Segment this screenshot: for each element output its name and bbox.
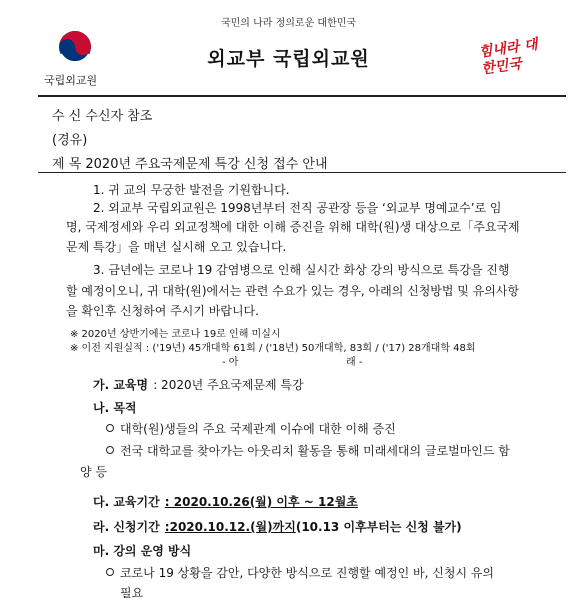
section-na-item-1	[106, 420, 396, 437]
slogan: 국민의 나라 정의로운 대한민국	[220, 18, 357, 29]
section-ma-item-1-cont: 필요	[120, 586, 144, 600]
paragraph-3-line-1: 3. 금년에는 코로나 19 감염병으로 인해 실시간 화상 강의 방식으로 특강을 진행	[93, 263, 510, 277]
paragraph-3-line-3: 을 확인후 신청하여 주시기 바랍니다.	[66, 304, 259, 318]
below-heading-left: - 아	[222, 357, 239, 368]
section-da	[93, 491, 358, 510]
brand-mark	[478, 34, 548, 82]
note-2: ※ 이전 지원실적 : ('19년) 45개대학 61회 / ('18년) 50개대학, 83회 / ('17) 28개대학 48회	[70, 343, 476, 354]
subject-line: 제 목 2020년 주요국제문제 특강 신청 접수 안내	[52, 157, 328, 172]
section-na-item-2-cont: 양 등	[80, 465, 107, 479]
paragraph-2-line-1: 2. 외교부 국립외교원은 1998년부터 전직 공관장 등을 ‘외교부 명예교수’로 임	[93, 201, 502, 215]
subject-rule	[38, 172, 566, 173]
section-ra	[93, 516, 462, 535]
section-ra-value-rest: (10.13 이후부터는 신청 불가)	[295, 520, 462, 534]
circle-bullet-icon	[106, 446, 114, 454]
logo-label: 국립외교원	[44, 74, 98, 87]
section-da-label: 다. 교육기간	[93, 495, 160, 509]
section-ma-label: 마. 강의 운영 방식	[93, 544, 192, 558]
paragraph-3-line-2: 할 예정이오니, 귀 대학(원)에서는 관련 수요가 있는 경우, 아래의 신청방법 및 유의사항	[66, 284, 520, 298]
org-title: 외교부 국립외교원	[207, 48, 370, 70]
brand-mark-text: 힘내라 대한민국	[477, 36, 539, 78]
circle-bullet-icon	[106, 424, 114, 432]
section-na-label: 나. 목적	[93, 401, 137, 415]
section-ra-value-underlined: :2020.10.12.(월)까지	[164, 520, 296, 534]
paragraph-2-line-2: 명, 국제정세와 우리 외교정책에 대한 이해 증진을 위해 대학(원)생 대상으로「주요국제	[66, 220, 520, 234]
section-ma-item-1	[106, 564, 494, 581]
section-ga-value: : 2020년 주요국제문제 특강	[153, 378, 304, 392]
recipient-line: 수 신 수신자 참조	[52, 109, 153, 124]
paragraph-2-line-3: 문제 특강」을 매년 실시해 오고 있습니다.	[66, 240, 287, 254]
section-ra-label: 라. 신청기간	[93, 520, 160, 534]
below-heading-right: 래 -	[346, 357, 363, 368]
section-da-value: : 2020.10.26(월) 이후 ~ 12월초	[164, 495, 358, 509]
section-na-item-1-text: 대학(원)생들의 주요 국제관계 이슈에 대한 이해 증진	[120, 422, 396, 436]
section-ga	[93, 374, 304, 393]
note-1: ※ 2020년 상반기에는 코로나 19로 인해 미실시	[70, 329, 281, 340]
circle-bullet-icon	[106, 568, 114, 576]
header-rule	[38, 95, 566, 97]
section-na-item-2	[106, 442, 510, 459]
section-na-item-2-text: 전국 대학교를 찾아가는 아웃리치 활동을 통해 미래세대의 글로벌마인드 함	[120, 444, 510, 458]
section-ma-item-1-text: 코로나 19 상황을 감안, 다양한 방식으로 진행할 예정인 바, 신청시 유의	[120, 566, 495, 580]
section-ga-label: 가. 교육명	[93, 378, 149, 392]
via-line: (경유)	[52, 133, 88, 148]
paragraph-1: 1. 귀 교의 무궁한 발전을 기원합니다.	[93, 183, 290, 197]
